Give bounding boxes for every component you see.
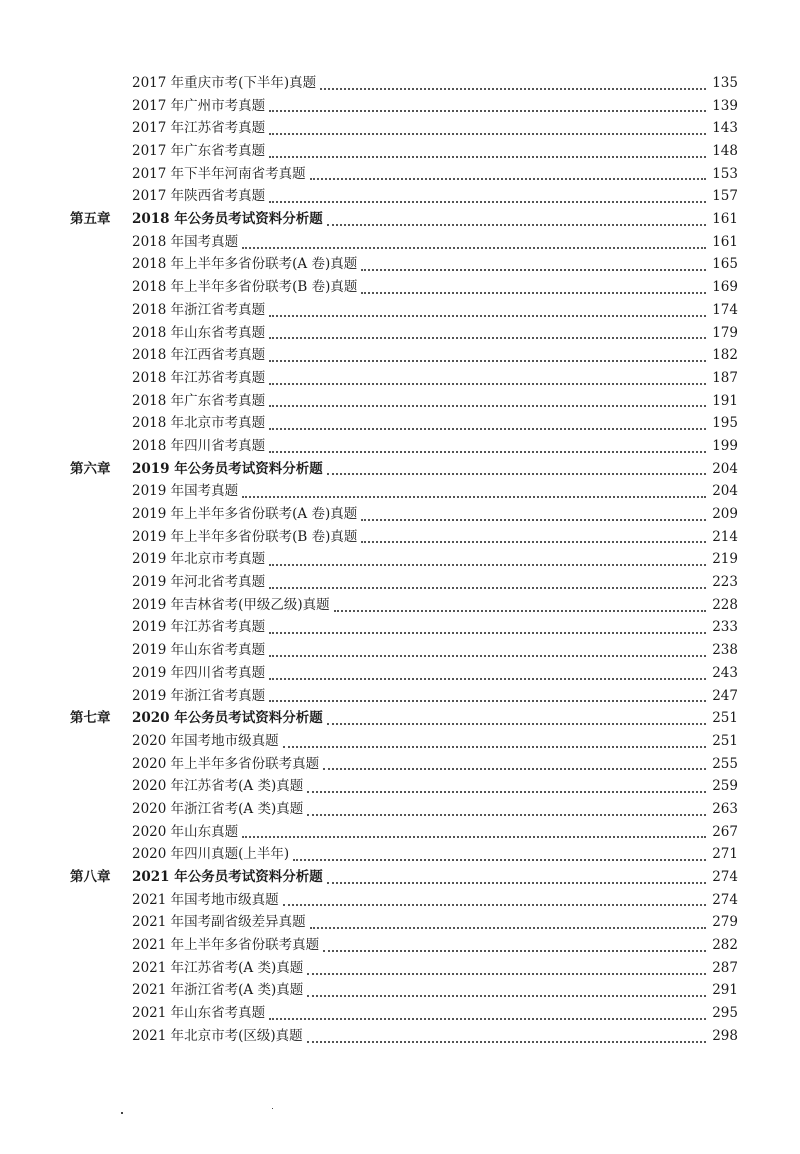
- toc-entry-row: [70, 72, 738, 95]
- toc-title: 2019 年上半年多省份联考(A 卷)真题: [132, 506, 358, 523]
- dot-leader: [327, 722, 706, 725]
- dot-leader: [269, 404, 706, 407]
- toc-title: 2019 年吉林省考(甲级乙级)真题: [132, 596, 330, 613]
- dot-leader: [269, 1017, 706, 1020]
- toc-entry-row: [70, 821, 738, 844]
- toc-title: 2021 年山东省考真题: [132, 1005, 266, 1022]
- toc-entry-row: [70, 730, 738, 753]
- toc-title: 2018 年江苏省考真题: [132, 369, 266, 386]
- dot-leader: [269, 631, 706, 634]
- dot-leader: [269, 155, 706, 158]
- toc-entry-row: [70, 617, 738, 640]
- page-number: 135: [712, 74, 738, 91]
- dot-leader: [242, 495, 706, 498]
- dot-leader: [310, 926, 706, 929]
- page-number: 259: [712, 778, 738, 795]
- toc-chapter-row: [70, 208, 738, 231]
- dot-leader: [327, 881, 706, 884]
- toc-title: 2018 年北京市考真题: [132, 415, 266, 432]
- toc-title: 2019 年上半年多省份联考(B 卷)真题: [132, 528, 358, 545]
- toc-entry-row: [70, 911, 738, 934]
- toc-entry-row: [70, 231, 738, 254]
- toc-entry-row: [70, 753, 738, 776]
- toc-title: 2020 年国考地市级真题: [132, 732, 279, 749]
- page-number: 169: [712, 279, 738, 296]
- toc-title: 2021 年江苏省考(A 类)真题: [132, 959, 304, 976]
- toc-title: 2018 年国考真题: [132, 233, 239, 250]
- toc-title: 2017 年广东省考真题: [132, 143, 266, 160]
- dot-leader: [307, 1040, 706, 1043]
- table-of-contents: [70, 72, 738, 1048]
- dot-leader: [269, 359, 706, 362]
- toc-entry-row: [70, 254, 738, 277]
- toc-entry-row: [70, 185, 738, 208]
- toc-entry-row: [70, 140, 738, 163]
- toc-title: 2020 年山东真题: [132, 823, 239, 840]
- toc-entry-row: [70, 934, 738, 957]
- page-number: 298: [712, 1027, 738, 1044]
- toc-entry-row: [70, 367, 738, 390]
- toc-title: 2021 年国考地市级真题: [132, 891, 279, 908]
- dot-leader: [334, 609, 706, 612]
- dot-leader: [242, 835, 706, 838]
- toc-entry-row: [70, 435, 738, 458]
- toc-entry-row: [70, 480, 738, 503]
- toc-title: 2018 年上半年多省份联考(B 卷)真题: [132, 279, 358, 296]
- page-number: 263: [712, 800, 738, 817]
- toc-title: 2020 年四川真题(上半年): [132, 846, 290, 863]
- toc-entry-row: [70, 503, 738, 526]
- toc-entry-row: [70, 299, 738, 322]
- page-number: 199: [712, 437, 738, 454]
- toc-title: 2019 年公务员考试资料分析题: [132, 460, 323, 477]
- dot-leader: [269, 132, 706, 135]
- toc-title: 2019 年山东省考真题: [132, 642, 266, 659]
- dot-leader: [307, 972, 706, 975]
- toc-entry-row: [70, 117, 738, 140]
- dot-leader: [269, 450, 706, 453]
- toc-entry-row: [70, 163, 738, 186]
- toc-title: 2019 年北京市考真题: [132, 551, 266, 568]
- toc-entry-row: [70, 662, 738, 685]
- toc-entry-row: [70, 889, 738, 912]
- page-number: 161: [712, 211, 738, 228]
- page-number: 214: [712, 528, 738, 545]
- page-number: 247: [712, 687, 738, 704]
- page-number: 191: [712, 392, 738, 409]
- dot-leader: [323, 949, 706, 952]
- dot-leader: [269, 336, 706, 339]
- page-number: 139: [712, 97, 738, 114]
- toc-title: 2020 年公务员考试资料分析题: [132, 710, 323, 727]
- toc-title: 2019 年河北省考真题: [132, 574, 266, 591]
- page-number: 204: [712, 483, 738, 500]
- dot-leader: [293, 858, 706, 861]
- dot-leader: [361, 540, 706, 543]
- dot-leader: [361, 518, 706, 521]
- toc-title: 2019 年浙江省考真题: [132, 687, 266, 704]
- page-number: 223: [712, 574, 738, 591]
- toc-entry-row: [70, 390, 738, 413]
- toc-entry-row: [70, 775, 738, 798]
- page-number: 228: [712, 596, 738, 613]
- page-number: 287: [712, 959, 738, 976]
- toc-entry-row: [70, 95, 738, 118]
- page-number: 153: [712, 165, 738, 182]
- dot-leader: [283, 903, 706, 906]
- toc-chapter-row: [70, 866, 738, 889]
- page-number: 187: [712, 369, 738, 386]
- toc-chapter-row: [70, 707, 738, 730]
- dot-leader: [242, 246, 706, 249]
- toc-title: 2017 年江苏省考真题: [132, 120, 266, 137]
- toc-title: 2021 年国考副省级差异真题: [132, 914, 306, 931]
- page-number: 255: [712, 755, 738, 772]
- toc-entry-row: [70, 639, 738, 662]
- toc-title: 2018 年上半年多省份联考(A 卷)真题: [132, 256, 358, 273]
- toc-title: 2020 年上半年多省份联考真题: [132, 755, 320, 772]
- dot-leader: [269, 427, 706, 430]
- toc-title: 2018 年四川省考真题: [132, 437, 266, 454]
- toc-title: 2020 年江苏省考(A 类)真题: [132, 778, 304, 795]
- page-number: 161: [712, 233, 738, 250]
- toc-entry-row: [70, 1025, 738, 1048]
- toc-entry-row: [70, 798, 738, 821]
- page-number: 251: [712, 710, 738, 727]
- toc-entry-row: [70, 526, 738, 549]
- toc-entry-row: [70, 980, 738, 1003]
- page-number: 148: [712, 143, 738, 160]
- dot-leader: [269, 654, 706, 657]
- toc-title: 2021 年公务员考试资料分析题: [132, 869, 323, 886]
- dot-leader: [327, 472, 706, 475]
- dot-leader: [269, 109, 706, 112]
- toc-entry-row: [70, 843, 738, 866]
- page-number: 274: [712, 891, 738, 908]
- toc-entry-row: [70, 594, 738, 617]
- toc-title: 2017 年下半年河南省考真题: [132, 165, 306, 182]
- toc-title: 2018 年浙江省考真题: [132, 301, 266, 318]
- scan-speck: [121, 1112, 123, 1114]
- page-number: 295: [712, 1005, 738, 1022]
- toc-title: 2018 年山东省考真题: [132, 324, 266, 341]
- page-number: 174: [712, 301, 738, 318]
- dot-leader: [269, 382, 706, 385]
- page-number: 238: [712, 642, 738, 659]
- toc-title: 2017 年广州市考真题: [132, 97, 266, 114]
- toc-title: 2021 年北京市考(区级)真题: [132, 1027, 303, 1044]
- page-number: 143: [712, 120, 738, 137]
- page-number: 274: [712, 869, 738, 886]
- dot-leader: [307, 994, 706, 997]
- toc-title: 2019 年四川省考真题: [132, 664, 266, 681]
- dot-leader: [283, 745, 706, 748]
- toc-entry-row: [70, 344, 738, 367]
- toc-title: 2018 年公务员考试资料分析题: [132, 211, 323, 228]
- dot-leader: [269, 677, 706, 680]
- scan-speck: [272, 1108, 273, 1109]
- page-number: 204: [712, 460, 738, 477]
- dot-leader: [269, 200, 706, 203]
- page-number: 219: [712, 551, 738, 568]
- dot-leader: [269, 563, 706, 566]
- page-number: 251: [712, 732, 738, 749]
- toc-title: 2021 年浙江省考(A 类)真题: [132, 982, 304, 999]
- toc-entry-row: [70, 322, 738, 345]
- dot-leader: [320, 87, 706, 90]
- chapter-label: 第八章: [70, 869, 111, 886]
- dot-leader: [361, 268, 706, 271]
- page-number: 282: [712, 937, 738, 954]
- page-number: 182: [712, 347, 738, 364]
- dot-leader: [269, 586, 706, 589]
- page-number: 243: [712, 664, 738, 681]
- chapter-label: 第六章: [70, 460, 111, 477]
- toc-chapter-row: [70, 458, 738, 481]
- toc-entry-row: [70, 957, 738, 980]
- dot-leader: [307, 813, 706, 816]
- toc-title: 2017 年重庆市考(下半年)真题: [132, 74, 317, 91]
- toc-entry-row: [70, 412, 738, 435]
- page-number: 291: [712, 982, 738, 999]
- dot-leader: [323, 767, 706, 770]
- page-number: 233: [712, 619, 738, 636]
- toc-entry-row: [70, 1002, 738, 1025]
- page-number: 195: [712, 415, 738, 432]
- dot-leader: [307, 790, 706, 793]
- dot-leader: [269, 699, 706, 702]
- toc-entry-row: [70, 685, 738, 708]
- chapter-label: 第七章: [70, 710, 111, 727]
- toc-title: 2021 年上半年多省份联考真题: [132, 937, 320, 954]
- toc-entry-row: [70, 548, 738, 571]
- toc-entry-row: [70, 276, 738, 299]
- dot-leader: [310, 177, 706, 180]
- toc-title: 2018 年江西省考真题: [132, 347, 266, 364]
- toc-title: 2019 年江苏省考真题: [132, 619, 266, 636]
- dot-leader: [269, 314, 706, 317]
- page-number: 179: [712, 324, 738, 341]
- page-number: 165: [712, 256, 738, 273]
- toc-title: 2018 年广东省考真题: [132, 392, 266, 409]
- toc-title: 2017 年陕西省考真题: [132, 188, 266, 205]
- toc-entry-row: [70, 571, 738, 594]
- page-number: 267: [712, 823, 738, 840]
- page-number: 209: [712, 506, 738, 523]
- page-number: 271: [712, 846, 738, 863]
- page-number: 157: [712, 188, 738, 205]
- page-number: 279: [712, 914, 738, 931]
- toc-title: 2019 年国考真题: [132, 483, 239, 500]
- dot-leader: [361, 291, 706, 294]
- toc-title: 2020 年浙江省考(A 类)真题: [132, 800, 304, 817]
- dot-leader: [327, 223, 706, 226]
- chapter-label: 第五章: [70, 211, 111, 228]
